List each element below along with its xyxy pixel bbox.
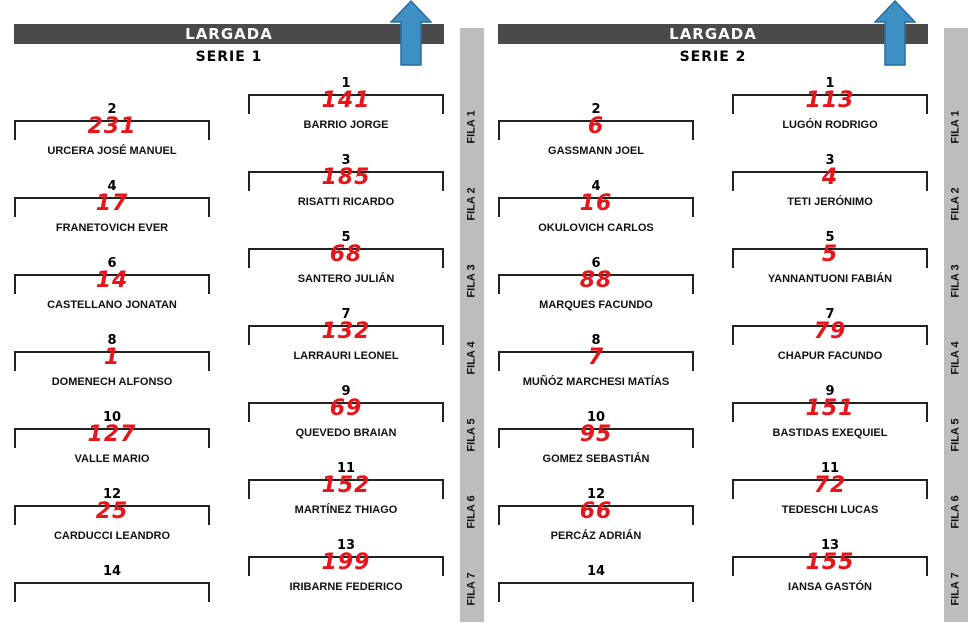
grid-slot-1 <box>732 75 928 151</box>
series-panel-1 <box>0 0 486 627</box>
grid-position: 11 <box>820 461 840 476</box>
fila-label-text: FILA 7 <box>466 572 478 606</box>
grid-position: 10 <box>586 410 606 425</box>
car-number: 127 <box>87 422 137 447</box>
car-number: 72 <box>813 473 847 498</box>
fila-label-4 <box>944 323 968 393</box>
grid-slot-14 <box>14 563 210 639</box>
grid-slot-5 <box>248 229 444 305</box>
car-number: 132 <box>321 319 371 344</box>
fila-label-4 <box>460 323 484 393</box>
grid-position: 4 <box>107 179 117 194</box>
driver-name: PERCÁZ ADRIÁN <box>550 530 642 542</box>
fila-label-text: FILA 2 <box>950 187 962 221</box>
driver-name: IRIBARNE FEDERICO <box>289 581 403 593</box>
grid-slot-6 <box>14 255 210 331</box>
grid-slot-9 <box>732 383 928 459</box>
car-number: 113 <box>805 88 855 113</box>
driver-name: IANSA GASTÓN <box>788 581 872 593</box>
driver-name: MARTÍNEZ THIAGO <box>294 504 398 516</box>
grid-position: 6 <box>591 256 601 271</box>
grid-position: 7 <box>825 307 835 322</box>
grid-position: 5 <box>825 230 835 245</box>
fila-label-3 <box>460 246 484 316</box>
fila-label-7 <box>460 554 484 624</box>
car-number: 4 <box>821 165 839 190</box>
grid-slot-11 <box>248 460 444 536</box>
fila-label-text: FILA 1 <box>950 110 962 144</box>
driver-name: MARQUES FACUNDO <box>539 299 653 311</box>
grid-slot-4 <box>498 178 694 254</box>
driver-name: YANNANTUONI FABIÁN <box>767 273 893 285</box>
fila-label-text: FILA 4 <box>950 341 962 375</box>
grid-slot-1 <box>248 75 444 151</box>
fila-label-3 <box>944 246 968 316</box>
car-number: 14 <box>95 268 129 293</box>
car-number: 5 <box>821 242 839 267</box>
fila-label-6 <box>460 477 484 547</box>
grid-slot-14 <box>498 563 694 639</box>
grid-slot-9 <box>248 383 444 459</box>
grid-position: 6 <box>107 256 117 271</box>
grid-box <box>498 582 694 602</box>
driver-name: URCERA JOSÉ MANUEL <box>47 145 177 157</box>
grid-slot-11 <box>732 460 928 536</box>
grid-slot-2 <box>498 101 694 177</box>
grid-slot-3 <box>248 152 444 228</box>
driver-name: RISATTI RICARDO <box>297 196 395 208</box>
car-number: 66 <box>579 499 613 524</box>
fila-label-5 <box>460 400 484 470</box>
car-number: 151 <box>805 396 855 421</box>
driver-name: OKULOVICH CARLOS <box>538 222 654 234</box>
driver-name: SANTERO JULIÁN <box>297 273 395 285</box>
grid-position: 3 <box>825 153 835 168</box>
grid-slot-10 <box>14 409 210 485</box>
grid-slot-6 <box>498 255 694 331</box>
fila-label-7 <box>944 554 968 624</box>
grid-position: 14 <box>102 564 122 579</box>
driver-name: DOMENECH ALFONSO <box>51 376 173 388</box>
grid-slot-12 <box>498 486 694 562</box>
car-number: 88 <box>579 268 613 293</box>
grid-position: 3 <box>341 153 351 168</box>
driver-name: MUÑÓZ MARCHESI MATÍAS <box>522 376 670 388</box>
fila-label-1 <box>460 92 484 162</box>
car-number: 141 <box>321 88 371 113</box>
grid-position: 9 <box>341 384 351 399</box>
driver-name: CHAPUR FACUNDO <box>777 350 883 362</box>
grid-position: 5 <box>341 230 351 245</box>
grid-slot-7 <box>732 306 928 382</box>
series-title: SERIE 1 <box>195 49 263 65</box>
driver-name: CARDUCCI LEANDRO <box>53 530 171 542</box>
driver-name: GOMEZ SEBASTIÁN <box>542 453 650 465</box>
grid-slot-7 <box>248 306 444 382</box>
series-title: SERIE 2 <box>679 49 747 65</box>
fila-label-text: FILA 7 <box>950 572 962 606</box>
driver-name: BARRIO JORGE <box>303 119 389 131</box>
fila-label-2 <box>944 169 968 239</box>
driver-name: BASTIDAS EXEQUIEL <box>772 427 888 439</box>
fila-label-text: FILA 2 <box>466 187 478 221</box>
grid-position: 14 <box>586 564 606 579</box>
car-number: 95 <box>579 422 613 447</box>
car-number: 16 <box>579 191 613 216</box>
car-number: 17 <box>95 191 129 216</box>
grid-box <box>14 582 210 602</box>
grid-slot-4 <box>14 178 210 254</box>
fila-label-5 <box>944 400 968 470</box>
largada-header: LARGADA <box>498 24 928 44</box>
car-number: 69 <box>329 396 363 421</box>
driver-name: CASTELLANO JONATAN <box>47 299 177 311</box>
car-number: 1 <box>103 345 121 370</box>
car-number: 152 <box>321 473 371 498</box>
grid-position: 7 <box>341 307 351 322</box>
fila-label-text: FILA 3 <box>466 264 478 298</box>
grid-position: 12 <box>586 487 606 502</box>
largada-header: LARGADA <box>14 24 444 44</box>
grid-position: 9 <box>825 384 835 399</box>
car-number: 155 <box>805 550 855 575</box>
car-number: 231 <box>87 114 137 139</box>
grid-slot-2 <box>14 101 210 177</box>
grid-position: 11 <box>336 461 356 476</box>
car-number: 68 <box>329 242 363 267</box>
grid-slot-12 <box>14 486 210 562</box>
grid-position: 2 <box>591 102 601 117</box>
grid-position: 8 <box>107 333 117 348</box>
grid-position: 4 <box>591 179 601 194</box>
grid-slot-10 <box>498 409 694 485</box>
car-number: 25 <box>95 499 129 524</box>
driver-name: GASSMANN JOEL <box>548 145 644 157</box>
driver-name: FRANETOVICH EVER <box>55 222 169 234</box>
fila-label-text: FILA 3 <box>950 264 962 298</box>
fila-label-1 <box>944 92 968 162</box>
driver-name: LARRAURI LEONEL <box>293 350 399 362</box>
grid-position: 1 <box>341 76 351 91</box>
grid-slot-13 <box>732 537 928 613</box>
grid-slot-3 <box>732 152 928 228</box>
grid-position: 13 <box>820 538 840 553</box>
grid-position: 13 <box>336 538 356 553</box>
fila-label-2 <box>460 169 484 239</box>
grid-position: 2 <box>107 102 117 117</box>
driver-name: LUGÓN RODRIGO <box>782 119 878 131</box>
car-number: 7 <box>587 345 605 370</box>
grid-slot-8 <box>14 332 210 408</box>
driver-name: VALLE MARIO <box>74 453 150 465</box>
car-number: 199 <box>321 550 371 575</box>
fila-label-text: FILA 5 <box>466 418 478 452</box>
car-number: 185 <box>321 165 371 190</box>
driver-name: QUEVEDO BRAIAN <box>295 427 397 439</box>
series-panel-2 <box>484 0 970 627</box>
fila-label-text: FILA 6 <box>950 495 962 529</box>
grid-slot-8 <box>498 332 694 408</box>
grid-slot-5 <box>732 229 928 305</box>
grid-slot-13 <box>248 537 444 613</box>
fila-label-text: FILA 5 <box>950 418 962 452</box>
driver-name: TETI JERÓNIMO <box>787 196 873 208</box>
grid-position: 10 <box>102 410 122 425</box>
fila-label-text: FILA 1 <box>466 110 478 144</box>
grid-position: 1 <box>825 76 835 91</box>
grid-position: 12 <box>102 487 122 502</box>
fila-label-text: FILA 6 <box>466 495 478 529</box>
car-number: 79 <box>813 319 847 344</box>
grid-position: 8 <box>591 333 601 348</box>
fila-label-text: FILA 4 <box>466 341 478 375</box>
car-number: 6 <box>587 114 605 139</box>
driver-name: TEDESCHI LUCAS <box>781 504 879 516</box>
fila-label-6 <box>944 477 968 547</box>
